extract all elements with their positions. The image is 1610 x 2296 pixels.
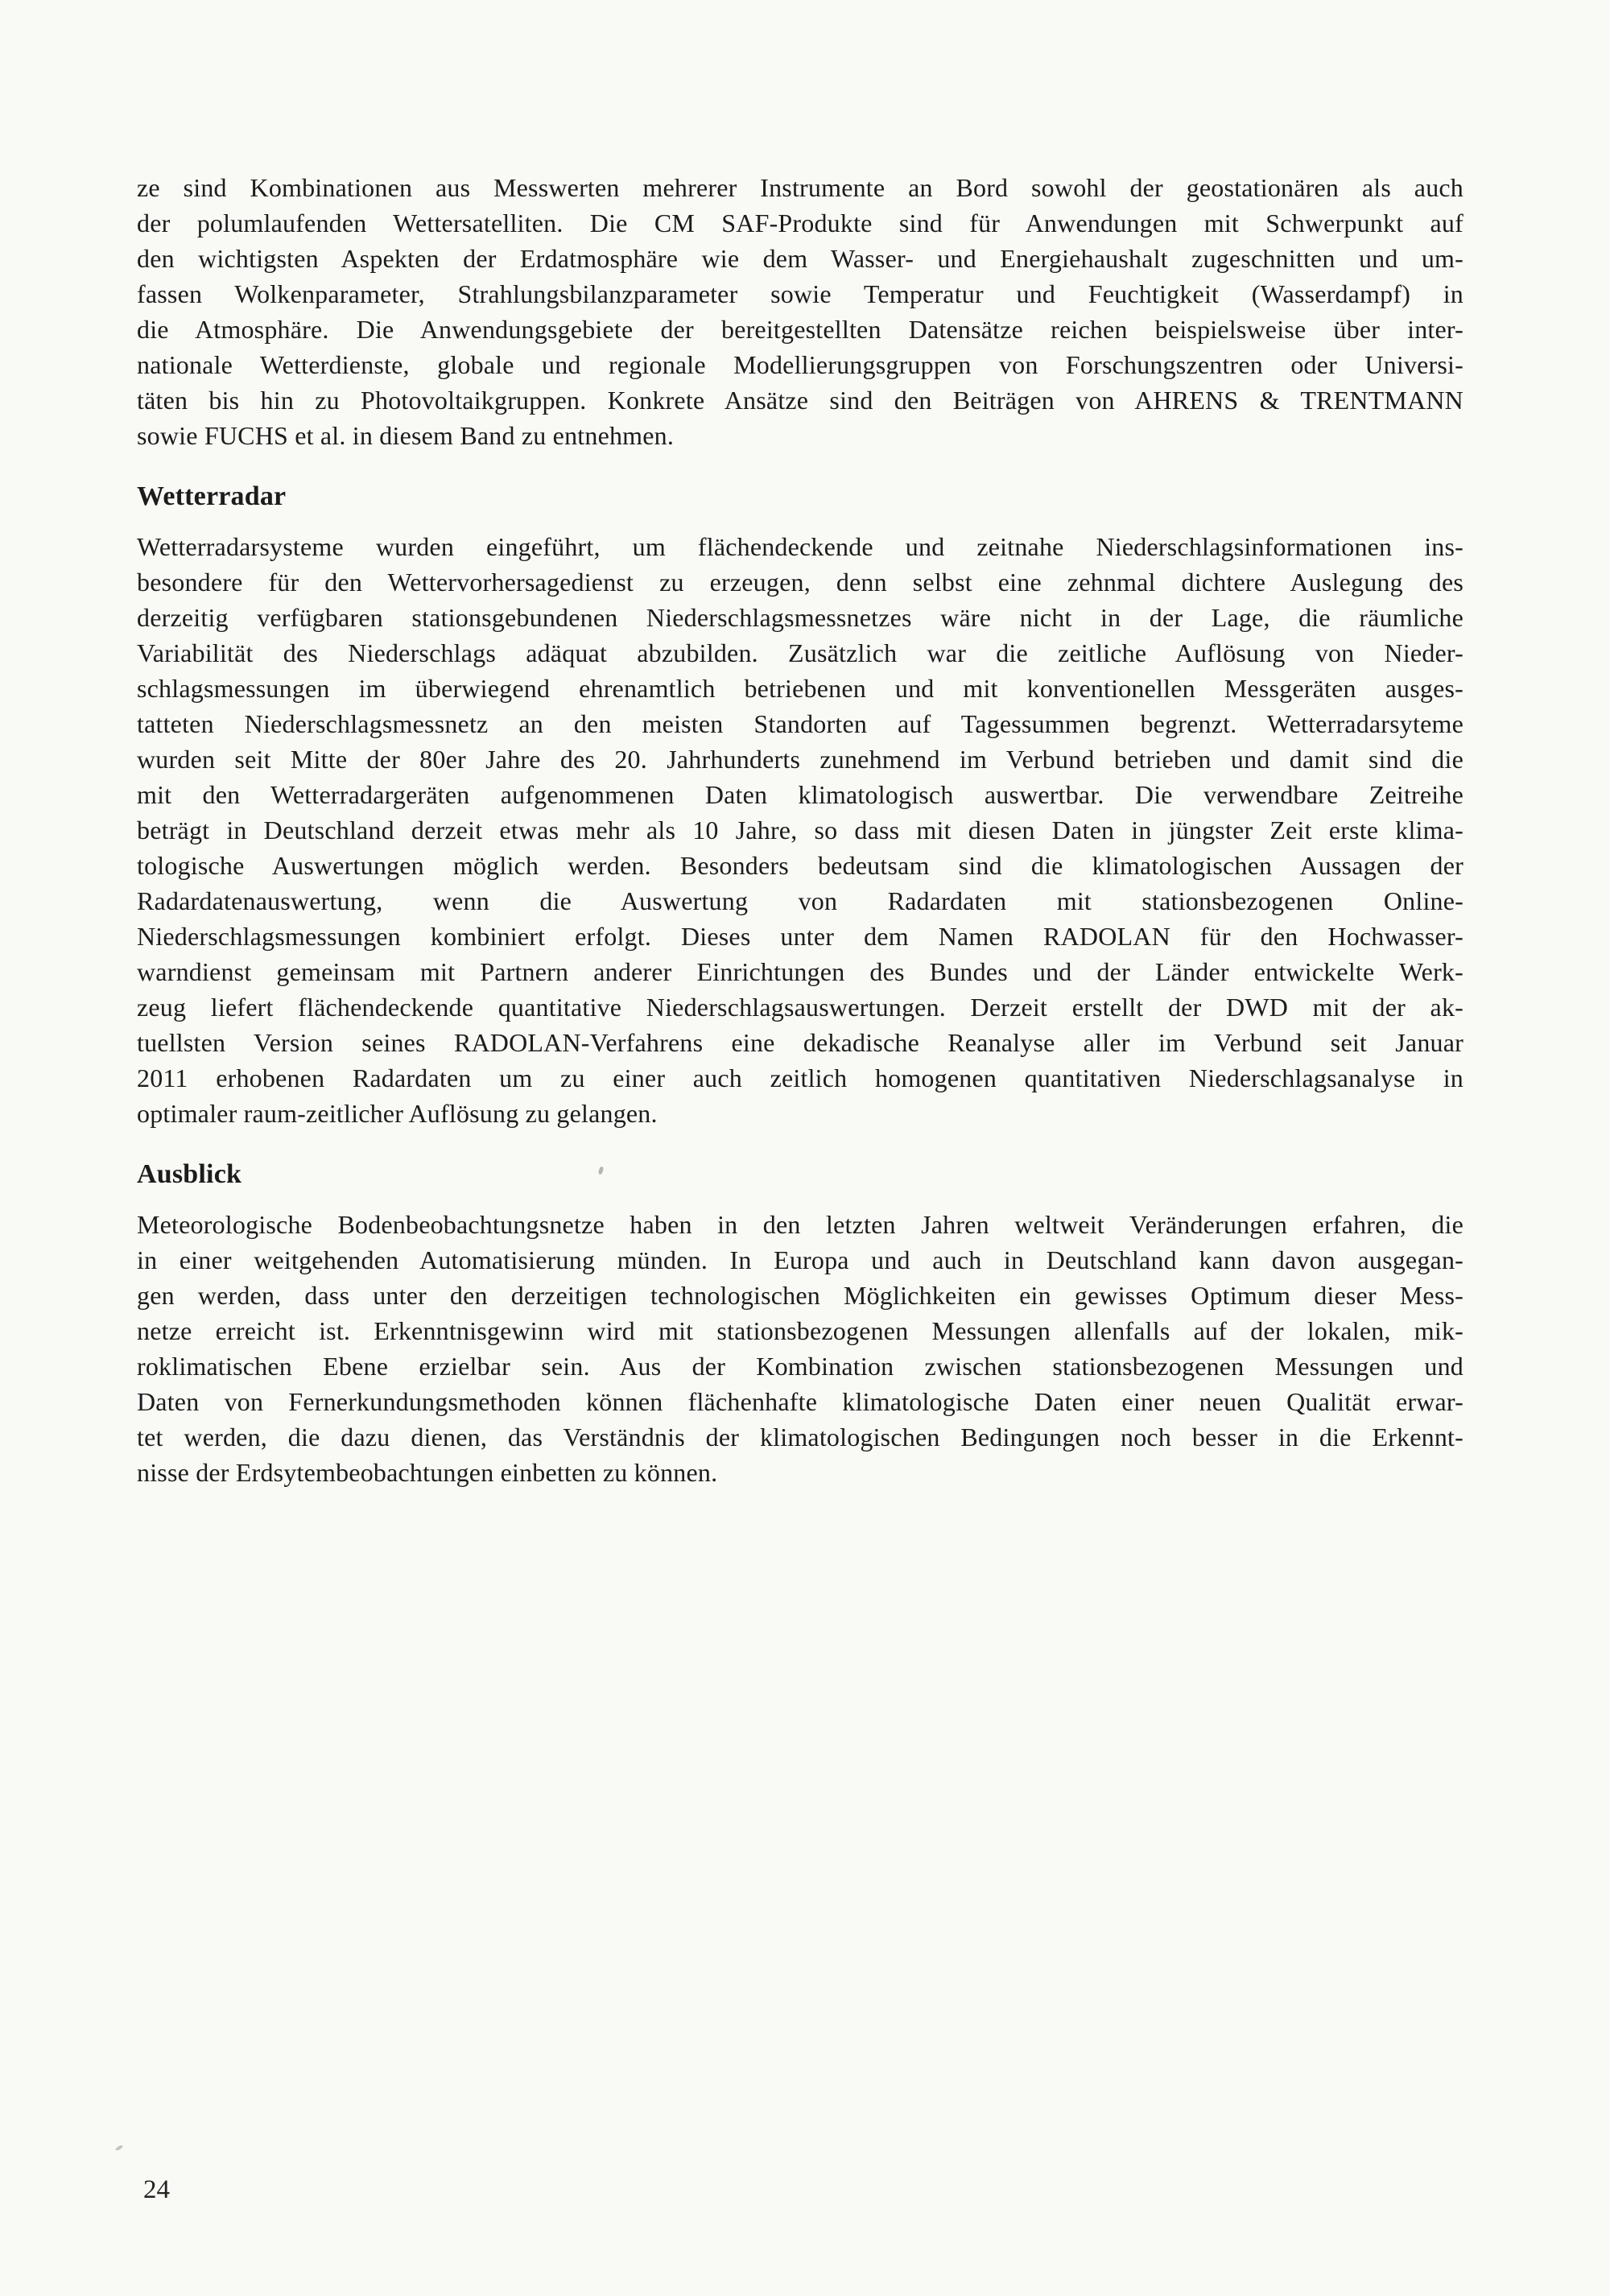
paragraph	[137, 170, 1463, 453]
text-line: Radardatenauswertung, wenn die Auswertung von Radardaten mit stationsbezogenen Online-	[137, 886, 1463, 915]
text-line: Niederschlagsmessungen kombiniert erfolgt. Dieses unter dem Namen RADOLAN für den Hochwasser-	[137, 922, 1463, 951]
text-line: die Atmosphäre. Die Anwendungsgebiete der bereitgestellten Datensätze reichen beispielsweise über inter-	[137, 315, 1463, 344]
text-line: netze erreicht ist. Erkenntnisgewinn wird mit stationsbezogenen Messungen allenfalls auf der lokalen, mik-	[137, 1316, 1463, 1345]
text-line: Daten von Fernerkundungsmethoden können flächenhafte klimatologische Daten einer neuen Qualität erwar-	[137, 1387, 1463, 1416]
text-line: fassen Wolkenparameter, Strahlungsbilanzparameter sowie Temperatur und Feuchtigkeit (Wasserdampf) in	[137, 279, 1463, 308]
text-line: Wetterradarsysteme wurden eingeführt, um flächendeckende und zeitnahe Niederschlagsinformationen ins-	[137, 532, 1463, 561]
text-line: optimaler raum-zeitlicher Auflösung zu gelangen.	[137, 1099, 658, 1128]
text-line: warndienst gemeinsam mit Partnern anderer Einrichtungen des Bundes und der Länder entwickelte Werk-	[137, 957, 1463, 986]
text-line: zeug liefert flächendeckende quantitative Niederschlagsauswertungen. Derzeit erstellt der DWD mit der ak-	[137, 993, 1463, 1022]
text-line: in einer weitgehenden Automatisierung münden. In Europa und auch in Deutschland kann davon ausgegan-	[137, 1245, 1463, 1274]
text-line: Meteorologische Bodenbeobachtungsnetze haben in den letzten Jahren weltweit Veränderungen erfahren, die	[137, 1210, 1463, 1239]
text-line: tatteten Niederschlagsmessnetz an den meisten Standorten auf Tagessummen begrenzt. Wetterradarsyteme	[137, 709, 1463, 738]
text-line: nisse der Erdsytembeobachtungen einbetten zu können.	[137, 1458, 718, 1487]
text-line: schlagsmessungen im überwiegend ehrenamtlich betriebenen und mit konventionellen Messgeräten ausges-	[137, 674, 1463, 703]
page-body-text	[137, 170, 1463, 1490]
scan-speck	[115, 2145, 124, 2152]
text-line: tet werden, die dazu dienen, das Verständnis der klimatologischen Bedingungen noch besser in die Erkennt-	[137, 1423, 1463, 1452]
page-number: 24	[143, 2175, 170, 2204]
text-line: Variabilität des Niederschlags adäquat abzubilden. Zusätzlich war die zeitliche Auflösung von Nieder-	[137, 638, 1463, 667]
section-heading: Ausblick	[137, 1159, 242, 1189]
text-line: sowie FUCHS et al. in diesem Band zu entnehmen.	[137, 421, 675, 450]
text-line: täten bis hin zu Photovoltaikgruppen. Konkrete Ansätze sind den Beiträgen von AHRENS & TRENTMANN	[137, 386, 1463, 415]
text-line: ze sind Kombinationen aus Messwerten mehrerer Instrumente an Bord sowohl der geostationären als auch	[137, 173, 1463, 202]
text-line: den wichtigsten Aspekten der Erdatmosphäre wie dem Wasser- und Energiehaushalt zugeschnitten und um-	[137, 244, 1463, 273]
text-line: nationale Wetterdienste, globale und regionale Modellierungsgruppen von Forschungszentren oder Universi-	[137, 350, 1463, 379]
text-line: mit den Wetterradargeräten aufgenommenen Daten klimatologisch auswertbar. Die verwendbare Zeitreihe	[137, 780, 1463, 809]
section-heading: Wetterradar	[137, 481, 287, 511]
text-line: gen werden, dass unter den derzeitigen technologischen Möglichkeiten ein gewisses Optimum dieser Mess-	[137, 1281, 1463, 1310]
text-line: der polumlaufenden Wettersatelliten. Die CM SAF-Produkte sind für Anwendungen mit Schwerpunkt auf	[137, 209, 1463, 237]
paragraph	[137, 1207, 1463, 1490]
text-line: tuellsten Version seines RADOLAN-Verfahrens eine dekadische Reanalyse aller im Verbund seit Januar	[137, 1028, 1463, 1057]
paragraph	[137, 529, 1463, 1131]
text-line: 2011 erhobenen Radardaten um zu einer auch zeitlich homogenen quantitativen Niederschlagsanalyse in	[137, 1063, 1463, 1092]
text-line: derzeitig verfügbaren stationsgebundenen Niederschlagsmessnetzes wäre nicht in der Lage, die räumliche	[137, 603, 1463, 632]
text-line: beträgt in Deutschland derzeit etwas mehr als 10 Jahre, so dass mit diesen Daten in jüngster Zeit erste klima-	[137, 816, 1463, 844]
text-line: roklimatischen Ebene erzielbar sein. Aus der Kombination zwischen stationsbezogenen Messungen und	[137, 1352, 1463, 1381]
text-line: tologische Auswertungen möglich werden. Besonders bedeutsam sind die klimatologischen Aussagen der	[137, 851, 1463, 880]
text-line: besondere für den Wettervorhersagedienst zu erzeugen, denn selbst eine zehnmal dichtere Auslegung des	[137, 568, 1463, 597]
text-line: wurden seit Mitte der 80er Jahre des 20. Jahrhunderts zunehmend im Verbund betrieben und damit sind die	[137, 745, 1463, 774]
